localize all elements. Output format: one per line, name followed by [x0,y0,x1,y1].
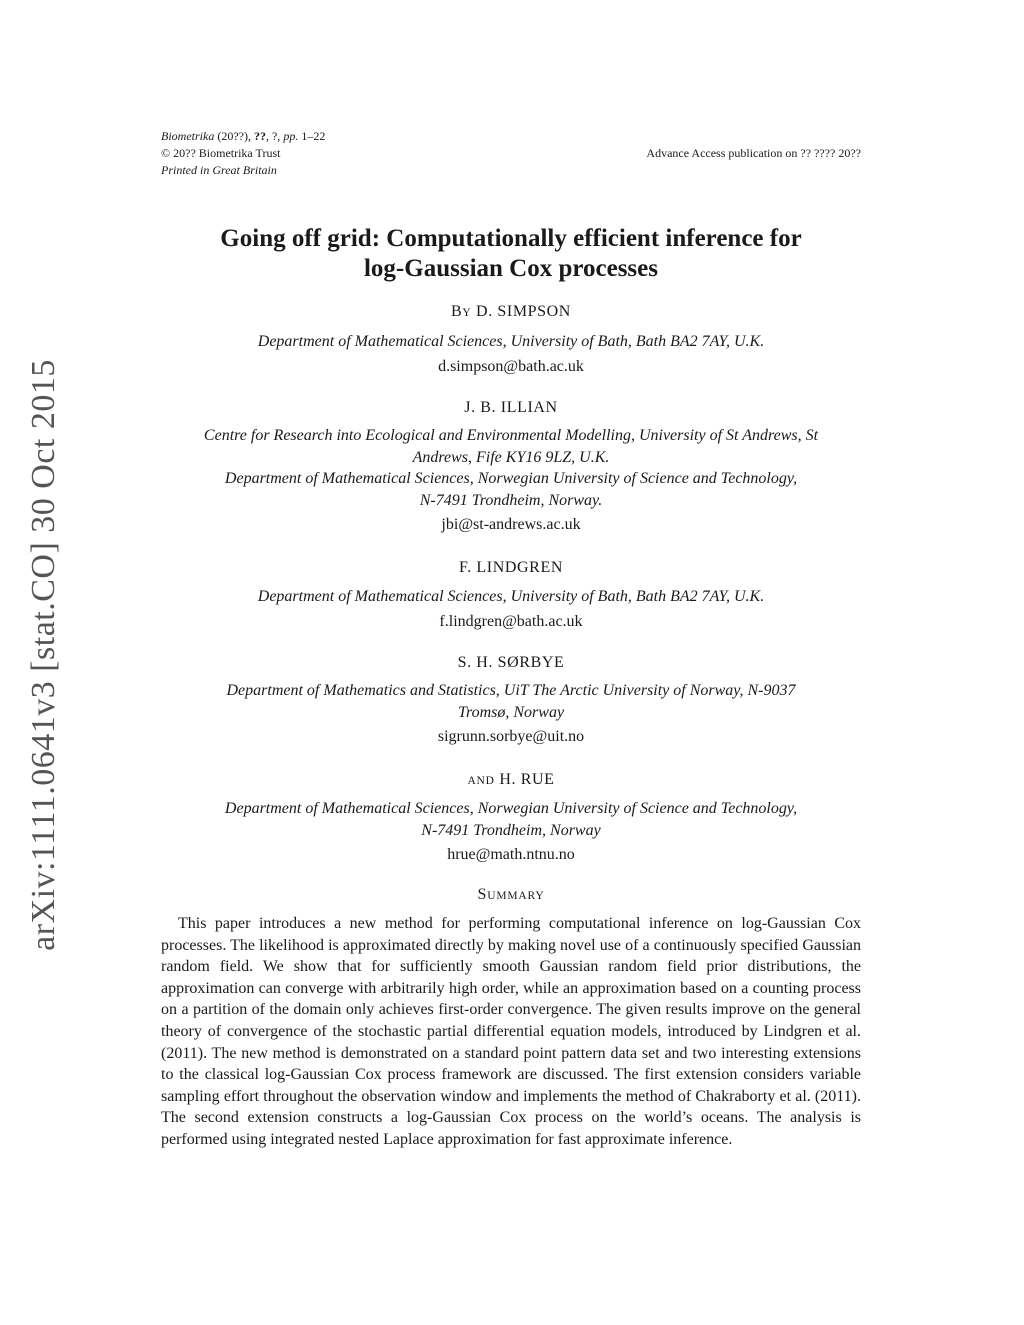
journal-name: Biometrika [161,129,215,143]
paper-title [160,224,862,284]
author-block-sorbye [160,652,862,749]
journal-volume: ?? [253,129,266,143]
summary-heading: SUMMARY [477,886,545,903]
author-block-illian [160,397,862,537]
copyright-text: © 20?? Biometrika Trust [161,146,281,160]
copyright-line [161,145,861,161]
author-affiliation-line: Department of Mathematical Sciences, Norwegian University of Science and Technology, [224,470,798,487]
printed-in-line: Printed in Great Britain [161,163,277,177]
author-affiliation-line: Department of Mathematical Sciences, Norwegian University of Science and Technology, [224,800,798,817]
author-name: F. LINDGREN [459,559,563,576]
author-email: f.lindgren@bath.ac.uk [439,612,583,630]
author-block-rue [160,769,862,867]
page-range: 1–22 [298,129,326,143]
advance-access-text: Advance Access publication on ?? ???? 20?? [646,146,861,160]
author-name: BY D. SIMPSON [451,303,571,320]
author-affiliation-line: Andrews, Fife KY16 9LZ, U.K. [412,448,610,466]
author-email: hrue@math.ntnu.no [447,846,575,863]
arxiv-identifier-stamp: arXiv:1111.0641v3 [stat.CO] 30 Oct 2015 [25,359,62,951]
journal-issue: , ?, [265,129,284,143]
author-name: AND H. RUE [467,771,555,788]
pages-label: pp. [283,129,299,143]
author-affiliation-line: Tromsø, Norway [457,703,565,721]
title-line-1: Going off grid: Computationally efficient inference for [220,225,802,252]
author-affiliation-line: Department of Mathematics and Statistics, UiT The Arctic University of Norway, N-9037 [226,682,796,699]
author-name: J. B. ILLIAN [464,399,558,416]
author-email: d.simpson@bath.ac.uk [438,357,584,375]
abstract-paragraph: This paper introduces a new method for performing computational inference on log-Gaussian Cox processes. The likelihood is approximated directly by making novel use of a continuously specified Gaussian random field. We show that for sufficiently smooth Gaussian random field prior distributions, the approximation can converge with arbitrarily high order, while an approximation based on a counting process on a partition of the domain only achieves first-order convergence. The given results improve on the general theory of convergence of the stochastic partial differential equation models, introduced by Lindgren et al. (2011). The new method is demonstrated on a standard point pattern data set and two interesting extensions to the classical log-Gaussian Cox process framework are discussed. The first extension considers variable sampling effort throughout the observation window and implements the method of Chakraborty et al. (2011). The second extension constructs a log-Gaussian Cox process on the world’s oceans. The analysis is performed using integrated nested Laplace approximation for fast approximate inference. [161,915,861,1148]
title-line-2: log-Gaussian Cox processes [363,255,658,282]
journal-year: (20??), [214,129,254,143]
author-affiliation-line: N-7491 Trondheim, Norway [421,821,601,839]
author-affiliation: Department of Mathematical Sciences, University of Bath, Bath BA2 7AY, U.K. [257,588,765,605]
journal-citation-line [161,128,861,144]
author-name: S. H. SØRBYE [457,654,565,671]
author-affiliation-line: N-7491 Trondheim, Norway. [419,491,603,509]
author-block-simpson [160,301,862,379]
author-affiliation: Department of Mathematical Sciences, University of Bath, Bath BA2 7AY, U.K. [257,333,765,350]
author-email: jbi@st-andrews.ac.uk [441,516,581,533]
author-affiliation-line: Centre for Research into Ecological and Environmental Modelling, University of St Andrews, St [203,427,819,444]
author-email: sigrunn.sorbye@uit.no [437,728,585,745]
author-block-lindgren [160,557,862,634]
